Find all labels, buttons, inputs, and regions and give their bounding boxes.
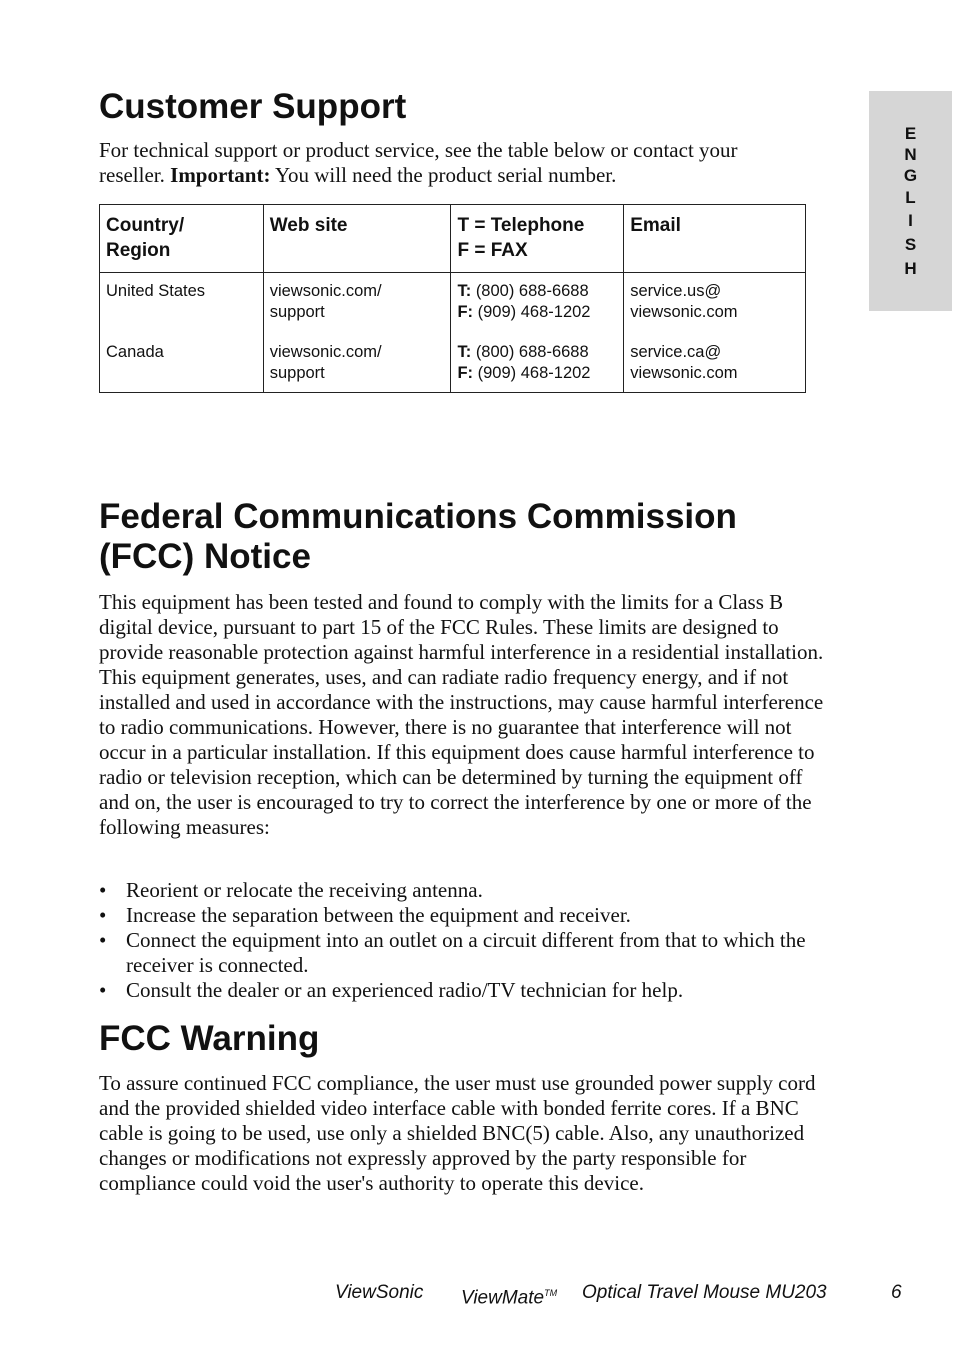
bullet: • [99,928,107,952]
header-country-region: Country/ Region [100,205,264,273]
language-tab-letter: I [908,211,913,230]
table-row [100,273,806,393]
language-tab-letter: E [904,124,917,143]
footer-brand: ViewSonic [335,1282,424,1303]
page-number: 6 [891,1282,902,1303]
customer-support-heading: Customer Support [99,87,407,126]
language-tab-letter: S [904,235,917,254]
intro-text: For technical support or product service, see the table below or contact your reseller. [99,138,738,187]
footer-model: Optical Travel Mouse MU203 [582,1282,827,1303]
fcc-notice-body: This equipment has been tested and found to comply with the limits for a Class B digital device, pursuant to part 15 of the FCC Rules. These limits are designed to provide reasonable protection against harmful interference in a residential installation. This equipment generates, uses, and can radiate radio frequency energy, and if not installed and used in accordance with the instructions, may cause harmful interference to radio communications. However, there is no guarantee that interference will not occur in a particular installation. If this equipment does cause harmful interference to radio or television reception, which can be determined by turning the equipment off and on, the user is encouraged to try to correct the interference by one or more of the following measures: [99,590,824,839]
footer-product: ViewMate™ [461,1287,558,1309]
support-contact-table [99,204,806,393]
website-cell [263,273,451,393]
header-email: Email [624,205,806,273]
language-tab [869,91,952,311]
email-cell [624,273,806,393]
email-link[interactable]: service.us@ viewsonic.com [630,282,738,321]
intro-note: You will need the product serial number. [274,163,617,187]
bullet: • [99,878,107,902]
website-link[interactable]: viewsonic.com/ support [269,282,382,321]
language-tab-letter: H [904,259,917,278]
customer-support-intro [99,138,799,188]
country-canada: Canada [106,343,164,361]
fcc-notice-heading: Federal Communications Commission (FCC) Notice [99,497,737,576]
list-item: • Reorient or relocate the receiving antenna. [99,878,483,902]
header-website: Web site [263,205,451,273]
table-header-row [100,205,806,273]
website-link[interactable]: viewsonic.com/ support [269,343,382,382]
phone-canada: T: (800) 688-6688 F: (909) 468-1202 [457,343,591,382]
language-tab-letter: G [903,166,918,185]
country-united-states: United States [106,282,206,300]
fcc-warning-heading: FCC Warning [99,1019,320,1058]
country-cell [100,273,264,393]
list-item: • Increase the separation between the equipment and receiver. [99,903,631,927]
fcc-measures-list [99,878,829,1003]
fcc-warning-body: To assure continued FCC compliance, the user must use grounded power supply cord and the provided shielded video interface cable with bonded ferrite cores. If a BNC cable is going to be used, use only a shielded BNC(5) cable. Also, any unauthorized changes or modifications not expressly approved by the party responsible for compliance could void the user's authority to operate this device. [99,1071,816,1195]
bullet: • [99,903,107,927]
language-tab-letter: L [905,188,916,207]
email-link[interactable]: service.ca@ viewsonic.com [630,343,738,382]
list-item: • Consult the dealer or an experienced radio/TV technician for help. [99,978,684,1002]
important-label: Important: [170,163,271,187]
header-telephone-fax: T = Telephone F = FAX [451,205,624,273]
phone-us: T: (800) 688-6688 F: (909) 468-1202 [457,282,591,321]
phone-cell [451,273,624,393]
trademark-symbol: TM [544,1288,558,1298]
bullet: • [99,978,107,1002]
list-item: • Connect the equipment into an outlet on a circuit different from that to which the receiver is connected. [99,928,806,977]
language-tab-letter: N [904,145,917,164]
